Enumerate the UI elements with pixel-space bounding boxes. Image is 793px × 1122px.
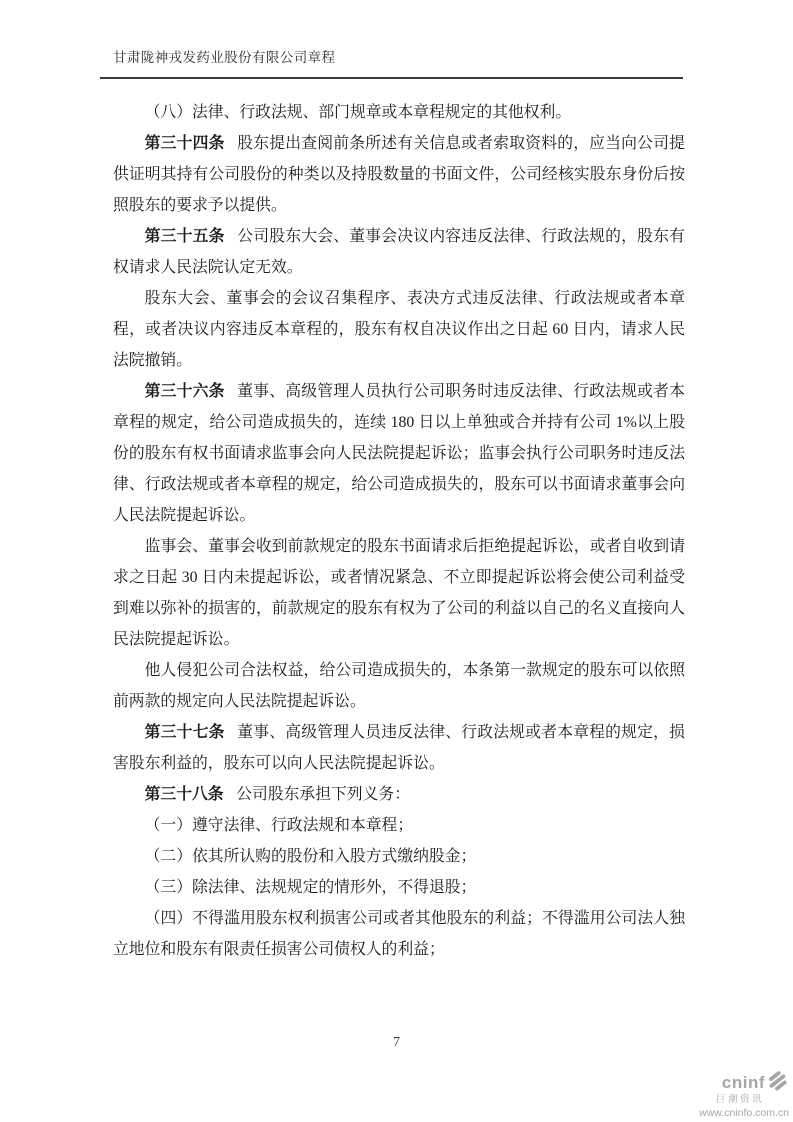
paragraph-text: 监事会、董事会收到前款规定的股东书面请求后拒绝提起诉讼，或者自收到请求之日起 30 日内未提起诉讼，或者情况紧急、不立即提起诉讼将会使公司利益受到难以弥补的损害的，前款规定的股东有权为了公司的利益以自己的名义直接向人民法院提起诉讼。 <box>113 538 685 648</box>
paragraph-text: （八）法律、行政法规、部门规章或本章程规定的其他权利。 <box>144 104 572 121</box>
article-number: 第三十八条 <box>144 786 224 803</box>
cninfo-logo <box>699 1071 789 1120</box>
page-number: 7 <box>393 1035 400 1050</box>
document-header-title: 甘肃陇神戎发药业股份有限公司章程 <box>113 50 336 65</box>
article-number: 第三十六条 <box>144 383 225 400</box>
paragraph-text: （三）除法律、法规规定的情形外，不得退股； <box>144 879 477 896</box>
paragraph <box>113 376 685 531</box>
logo-brand-row <box>699 1071 789 1094</box>
logo-caption: 巨潮资讯 <box>715 1095 764 1105</box>
article-number: 第三十五条 <box>144 228 225 245</box>
paragraph <box>113 283 685 376</box>
paragraph-text: （二）依其所认购的股份和入股方式缴纳股金； <box>144 848 477 865</box>
paragraph <box>113 531 685 655</box>
logo-website: www.cninfo.com.cn <box>699 1107 789 1119</box>
list-item <box>113 841 685 872</box>
paragraph-text: 董事、高级管理人员违反法律、行政法规或者本章程的规定，损害股东利益的，股东可以向人民法院提起诉讼。 <box>113 724 685 772</box>
paragraph-text: 公司股东大会、董事会决议内容违反法律、行政法规的，股东有权请求人民法院认定无效。 <box>113 228 685 276</box>
paragraph <box>113 221 685 283</box>
article-number: 第三十四条 <box>144 135 225 152</box>
document-header <box>100 46 683 79</box>
paragraph-text: （四）不得滥用股东权利损害公司或者其他股东的利益；不得滥用公司法人独立地位和股东有限责任损害公司债权人的利益； <box>113 910 685 958</box>
paragraph-text: 公司股东承担下列义务： <box>236 786 410 803</box>
paragraph <box>113 655 685 717</box>
document-body <box>113 97 685 965</box>
paragraph-text: 他人侵犯公司合法权益，给公司造成损失的，本条第一款规定的股东可以依照前两款的规定向人民法院提起诉讼。 <box>113 662 685 710</box>
paragraph <box>113 97 685 128</box>
list-item <box>113 903 685 965</box>
paragraph <box>113 779 685 810</box>
logo-brand-text: cninf <box>721 1073 765 1092</box>
list-item <box>113 872 685 903</box>
paragraph-text: （一）遵守法律、行政法规和本章程； <box>144 817 414 834</box>
paragraph-text: 董事、高级管理人员执行公司职务时违反法律、行政法规或者本章程的规定，给公司造成损失的，连续 180 日以上单独或合并持有公司 1%以上股份的股东有权书面请求监事会向人民法院提起诉讼；监事会执行公司职务时违反法律、行政法规或者本章程的规定，给公司造成损失的，股东可以书面请求董事会向人民法院提起诉讼。 <box>113 383 685 524</box>
paragraph-text: 股东提出查阅前条所述有关信息或者索取资料的，应当向公司提供证明其持有公司股份的种类以及持股数量的书面文件，公司经核实股东身份后按照股东的要求予以提供。 <box>113 135 685 214</box>
article-number: 第三十七条 <box>144 724 225 741</box>
list-item <box>113 810 685 841</box>
paragraph <box>113 128 685 221</box>
paragraph <box>113 717 685 779</box>
paragraph-text: 股东大会、董事会的会议召集程序、表决方式违反法律、行政法规或者本章程，或者决议内容违反本章程的，股东有权自决议作出之日起 60 日内，请求人民法院撤销。 <box>113 290 685 369</box>
cninfo-swirl-icon <box>767 1071 789 1094</box>
